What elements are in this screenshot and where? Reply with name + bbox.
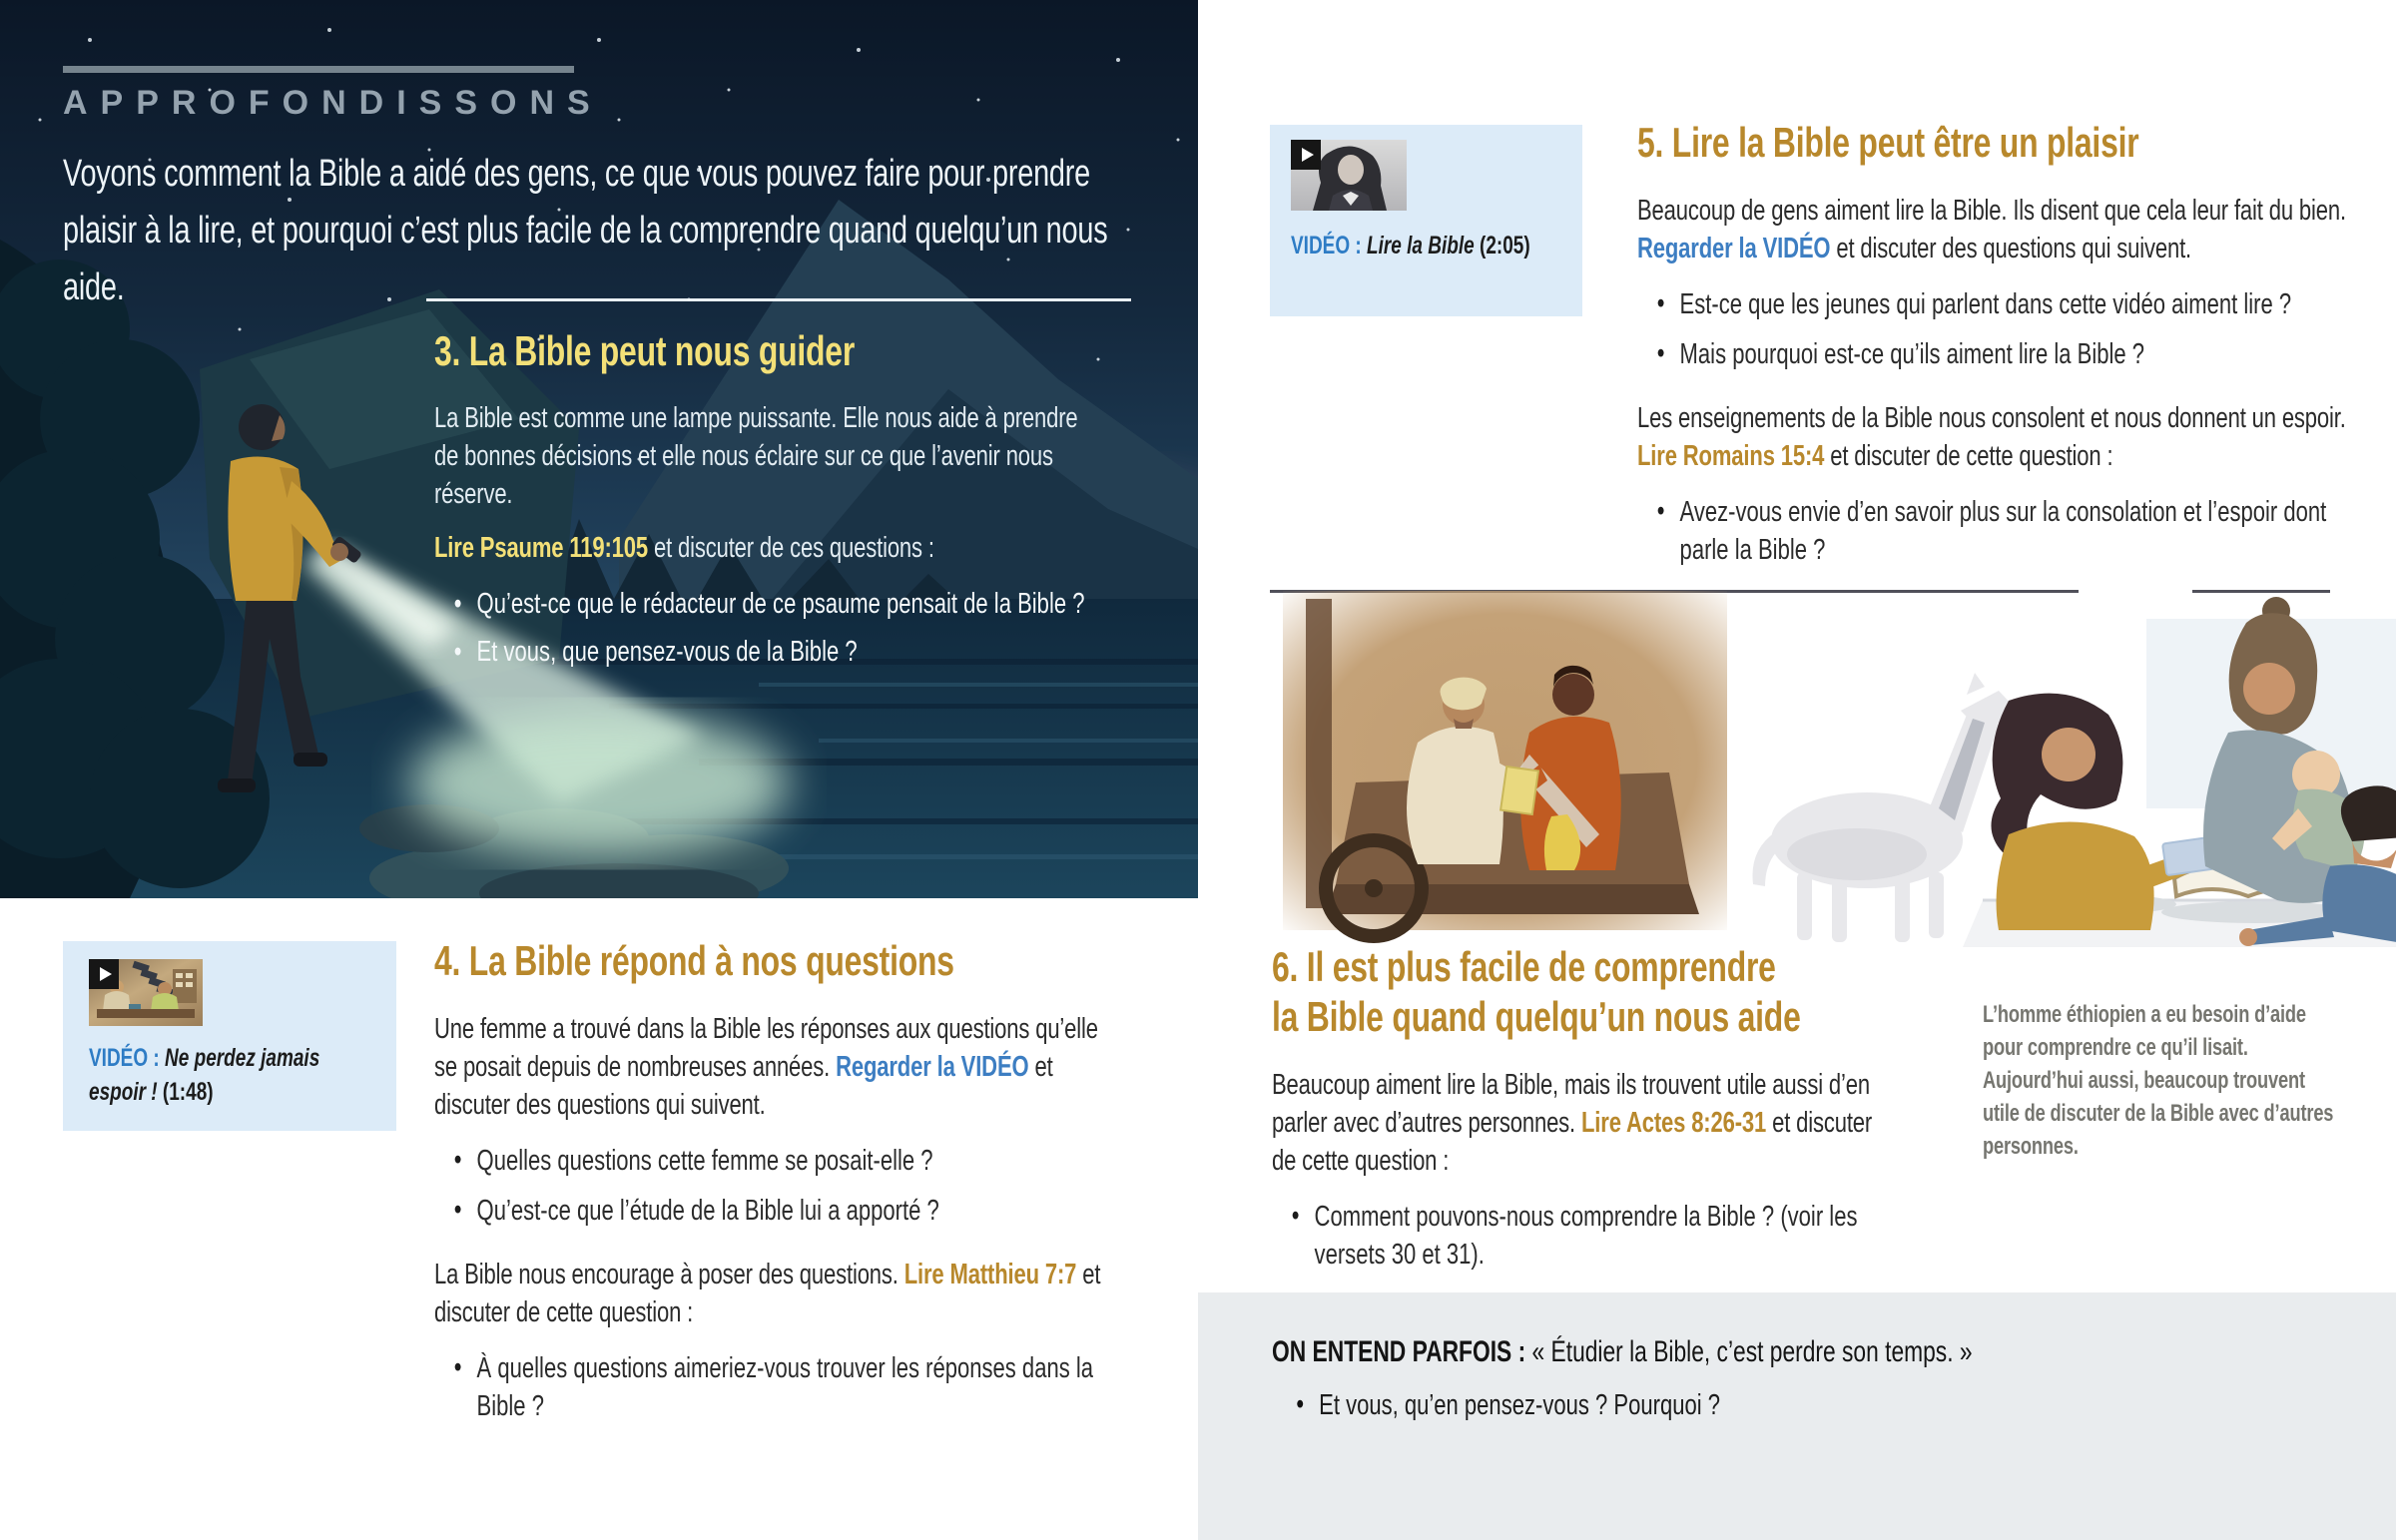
question-text: Et vous, qu’en pensez-vous ? Pourquoi ? <box>1319 1389 1721 1421</box>
section6-title-line2: la Bible quand quelqu’un nous aide <box>1272 993 1801 1040</box>
hero-night-image <box>0 0 1198 898</box>
intro-text: Voyons comment la Bible a aidé des gens, ce que vous pouvez faire pour prendre plaisir à la lire, et pourquoi c’est plus facile de la comprendre quand quelqu’un nous aide. <box>63 153 1108 308</box>
play-icon[interactable] <box>1291 140 1321 170</box>
paragraph-text: et discuter de cette question : <box>1272 1107 1873 1177</box>
section-5 <box>1637 118 2350 577</box>
section6-title <box>1272 942 1902 1042</box>
scripture-link-romains[interactable]: Lire Romains 15:4 <box>1637 440 1825 472</box>
section4-paragraph-2 <box>434 1256 1117 1331</box>
question-text: À quelles questions aimeriez-vous trouver les réponses dans la Bible ? <box>476 1352 1094 1422</box>
kicker-rule <box>63 66 574 73</box>
question-text: Comment pouvons-nous comprendre la Bible ? (voir les versets 30 et 31). <box>1314 1201 1858 1271</box>
list-item <box>1637 493 2350 569</box>
section4-questions <box>434 1142 1117 1230</box>
paragraph-text: et discuter de cette question : <box>1824 440 2113 472</box>
video-caption <box>89 1041 362 1109</box>
video-title: Ne perdez jamais espoir ! <box>89 1044 320 1106</box>
video-card-lire-la-bible[interactable] <box>1270 125 1582 316</box>
video-thumbnail[interactable] <box>89 959 203 1026</box>
section3-scripture-line <box>434 529 1102 567</box>
section3-divider <box>426 298 1131 301</box>
list-item <box>1272 1386 2357 1424</box>
section5-questions-2 <box>1637 493 2350 569</box>
list-item <box>1637 335 2350 373</box>
paragraph-text: Les enseignements de la Bible nous consolent et nous donnent un espoir. <box>1637 402 2346 434</box>
heard-label: ON ENTEND PARFOIS : <box>1272 1335 1526 1368</box>
play-icon[interactable] <box>89 959 119 989</box>
list-item <box>1272 1198 1902 1274</box>
section3-scripture-rest: et discuter de ces questions : <box>647 532 934 564</box>
scripture-link-psaume[interactable]: Lire Psaume 119:105 <box>434 532 648 564</box>
video-caption <box>1291 229 1579 262</box>
paragraph-text: Beaucoup aiment lire la Bible, mais ils trouvent utile aussi d’en parler avec d’autres personnes. <box>1272 1069 1870 1139</box>
section4-title: 4. La Bible répond à nos questions <box>434 937 954 984</box>
list-item <box>1637 285 2350 323</box>
watch-video-link-section4[interactable]: Regarder la VIDÉO <box>836 1051 1029 1083</box>
question-text: Avez-vous envie d’en savoir plus sur la consolation et l’espoir dont parle la Bible ? <box>1679 496 2327 566</box>
video-duration: (2:05) <box>1480 232 1530 259</box>
list-item <box>434 1192 1117 1230</box>
paragraph-text: Beaucoup de gens aiment lire la Bible. Ils disent que cela leur fait du bien. <box>1637 195 2346 227</box>
list-item <box>434 633 1102 671</box>
heard-title-line <box>1272 1332 2357 1372</box>
video-title: Lire la Bible <box>1367 232 1475 259</box>
heard-box-content <box>1272 1332 2357 1424</box>
question-text: Et vous, que pensez-vous de la Bible ? <box>476 636 858 668</box>
section5-title: 5. Lire la Bible peut être un plaisir <box>1637 119 2139 166</box>
section6-title-line1: 6. Il est plus facile de comprendre <box>1272 943 1776 990</box>
section4-questions-2 <box>434 1349 1117 1425</box>
paragraph-text: La Bible nous encourage à poser des questions. <box>434 1259 904 1290</box>
heard-quote: « Étudier la Bible, c’est perdre son temps. » <box>1525 1335 1973 1368</box>
question-text: Qu’est-ce que le rédacteur de ce psaume pensait de la Bible ? <box>476 588 1085 620</box>
heard-questions <box>1272 1386 2357 1424</box>
section5-paragraph <box>1637 192 2350 267</box>
paragraph-text: Une femme a trouvé dans la Bible les réponses aux questions qu’elle se posait depuis de nombreuses années. <box>434 1013 1098 1083</box>
list-item <box>434 1349 1117 1425</box>
question-text: Est-ce que les jeunes qui parlent dans cette vidéo aiment lire ? <box>1679 288 2292 320</box>
section6-paragraph <box>1272 1066 1902 1180</box>
list-item <box>434 585 1102 623</box>
page-kicker: APPROFONDISSONS <box>63 84 603 122</box>
watch-video-link-section5[interactable]: Regarder la VIDÉO <box>1637 233 1831 264</box>
question-text: Quelles questions cette femme se posait-elle ? <box>476 1145 933 1177</box>
section5-questions <box>1637 285 2350 373</box>
section-6 <box>1272 942 1902 1282</box>
section3-body: La Bible est comme une lampe puissante. Elle nous aide à prendre de bonnes décisions et elle nous éclaire sur ce que l’avenir nous réserve. <box>434 402 1078 510</box>
section6-questions <box>1272 1198 1902 1274</box>
video-label: VIDÉO : <box>89 1044 160 1072</box>
question-text: Qu’est-ce que l’étude de la Bible lui a apporté ? <box>476 1195 939 1227</box>
section3-questions <box>434 585 1102 671</box>
paragraph-text: et discuter de cette question : <box>434 1259 1101 1328</box>
question-text: Mais pourquoi est-ce qu’ils aiment lire la Bible ? <box>1679 338 2145 370</box>
video-thumbnail[interactable] <box>1291 140 1407 211</box>
video-label: VIDÉO : <box>1291 232 1362 259</box>
paragraph-text: et discuter des questions qui suivent. <box>1830 233 2192 264</box>
scripture-link-actes[interactable]: Lire Actes 8:26-31 <box>1580 1107 1767 1139</box>
video-duration: (1:48) <box>162 1078 214 1106</box>
list-item <box>434 1142 1117 1180</box>
on-entend-parfois-box <box>1198 1292 2396 1540</box>
section5-paragraph-2 <box>1637 399 2350 475</box>
paragraph-text: et discuter des questions qui suivent. <box>434 1051 1053 1121</box>
video-card-ne-perdez-jamais-espoir[interactable] <box>63 941 396 1131</box>
section3-title: 3. La Bible peut nous guider <box>434 327 856 374</box>
illustration-caption: L’homme éthiopien a eu besoin d’aide pour comprendre ce qu’il lisait. Aujourd’hui aussi, beaucoup trouvent utile de discuter de la Bible avec d’autres personnes. <box>1983 1001 2334 1160</box>
section4-paragraph <box>434 1010 1117 1124</box>
section-4 <box>434 936 1117 1433</box>
scripture-link-matthieu[interactable]: Lire Matthieu 7:7 <box>903 1259 1077 1290</box>
section-3 <box>434 327 1102 671</box>
chariot-and-family-illustration <box>1268 583 2396 947</box>
